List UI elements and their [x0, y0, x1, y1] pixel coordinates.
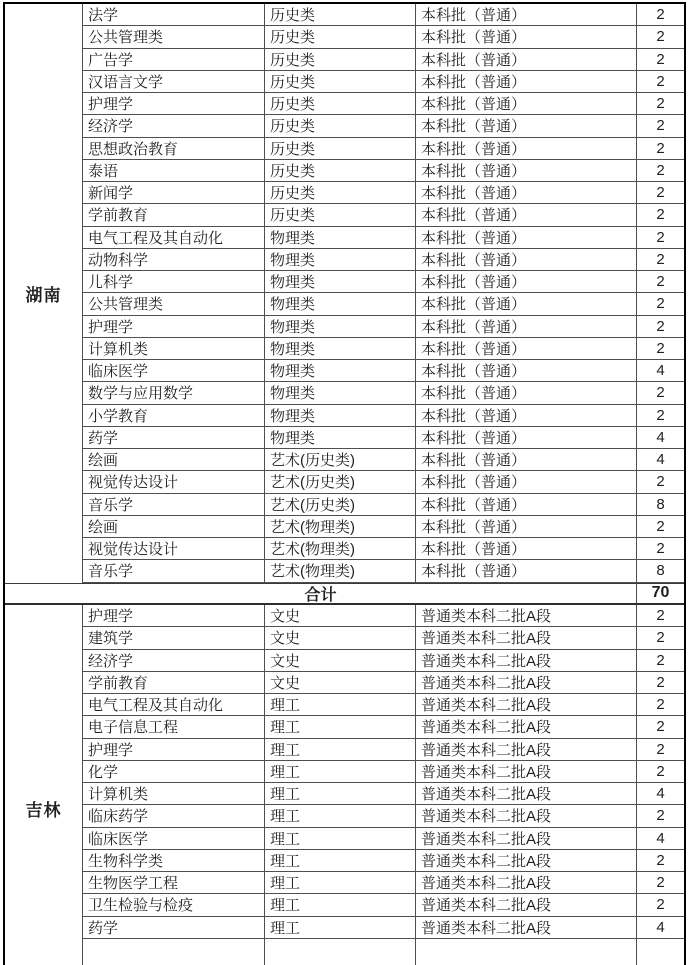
table-row: [83, 360, 684, 382]
batch-cell: 本科批（普通）: [415, 360, 636, 381]
province-section: [5, 605, 684, 965]
batch-cell: 普通类本科二批A段: [415, 650, 636, 671]
count-cell: 2: [636, 115, 684, 136]
category-cell: 文史: [264, 672, 415, 693]
major-cell: 思想政治教育: [88, 140, 179, 158]
table-row: [83, 49, 684, 71]
table-row: [83, 494, 684, 516]
category-cell: 历史类: [264, 204, 415, 225]
batch-cell: 普通类本科二批A段: [415, 672, 636, 693]
major-cell: 护理学: [88, 741, 134, 759]
category-cell: 理工: [264, 805, 415, 826]
batch-cell: 本科批（普通）: [415, 405, 636, 426]
table-row: [83, 427, 684, 449]
table-row: [83, 872, 684, 894]
category-cell: 艺术(历史类): [264, 471, 415, 492]
batch-cell: 普通类本科二批A段: [415, 805, 636, 826]
count-cell: 4: [636, 427, 684, 448]
count-cell: 2: [636, 516, 684, 537]
major-cell: 动物科学: [88, 251, 149, 269]
major-cell: 电气工程及其自动化: [88, 697, 224, 715]
category-cell: 物理类: [264, 271, 415, 292]
count-cell: 2: [636, 249, 684, 270]
count-cell: 2: [636, 316, 684, 337]
table-row: [83, 115, 684, 137]
major-cell: 临床医学: [88, 830, 149, 848]
category-cell: 理工: [264, 739, 415, 760]
major-cell: 视觉传达设计: [88, 474, 179, 492]
count-cell: 2: [636, 271, 684, 292]
major-cell: 儿科学: [88, 274, 134, 292]
major-cell: 绘画: [88, 452, 119, 470]
batch-cell: 本科批（普通）: [415, 71, 636, 92]
table-row: [83, 850, 684, 872]
batch-cell: 本科批（普通）: [415, 138, 636, 159]
count-cell: 2: [636, 650, 684, 671]
province-section: [5, 4, 684, 583]
batch-cell: 普通类本科二批A段: [415, 694, 636, 715]
table-row: [83, 227, 684, 249]
count-cell: 2: [636, 204, 684, 225]
batch-cell: 本科批（普通）: [415, 316, 636, 337]
category-cell: 历史类: [264, 4, 415, 25]
count-cell: 2: [636, 26, 684, 47]
major-cell: 视觉传达设计: [88, 541, 179, 559]
major-cell: 计算机类: [88, 786, 149, 804]
table-row: [83, 627, 684, 649]
batch-cell: 本科批（普通）: [415, 182, 636, 203]
count-cell: 2: [636, 894, 684, 915]
batch-cell: 本科批（普通）: [415, 249, 636, 270]
category-cell: 物理类: [264, 316, 415, 337]
count-cell: 4: [636, 917, 684, 938]
count-cell: 2: [636, 227, 684, 248]
province-label: 吉林: [25, 801, 62, 821]
count-cell: 2: [636, 672, 684, 693]
summary-row: [5, 583, 684, 606]
major-cell: 公共管理类: [88, 296, 164, 314]
major-cell: 建筑学: [88, 630, 134, 648]
category-cell: 理工: [264, 894, 415, 915]
category-cell: 历史类: [264, 160, 415, 181]
major-cell: 小学教育: [88, 407, 149, 425]
category-cell: 理工: [264, 828, 415, 849]
major-cell: 绘画: [88, 518, 119, 536]
category-cell: 理工: [264, 783, 415, 804]
count-cell: 2: [636, 716, 684, 737]
batch-cell: 普通类本科二批A段: [415, 739, 636, 760]
province-cell: [5, 605, 83, 965]
category-cell: 文史: [264, 650, 415, 671]
major-cell: 化学: [88, 763, 119, 781]
table-row: [83, 138, 684, 160]
table-row: [83, 271, 684, 293]
count-cell: 2: [636, 182, 684, 203]
batch-cell: 本科批（普通）: [415, 227, 636, 248]
table-row: [83, 894, 684, 916]
count-cell: 2: [636, 538, 684, 559]
category-cell: 历史类: [264, 71, 415, 92]
major-cell: 生物医学工程: [88, 875, 179, 893]
count-cell: 4: [636, 360, 684, 381]
category-cell: 历史类: [264, 49, 415, 70]
table-row: [83, 560, 684, 582]
count-cell: 2: [636, 405, 684, 426]
category-cell: 理工: [264, 917, 415, 938]
table-row: [83, 71, 684, 93]
major-cell: 临床医学: [88, 363, 149, 381]
major-cell: 计算机类: [88, 340, 149, 358]
table-row: [83, 316, 684, 338]
major-cell: 护理学: [88, 96, 134, 114]
batch-cell: 本科批（普通）: [415, 160, 636, 181]
count-cell: 8: [636, 560, 684, 581]
category-cell: 历史类: [264, 26, 415, 47]
major-cell: 药学: [88, 919, 119, 937]
category-cell: 理工: [264, 716, 415, 737]
table-row: [83, 650, 684, 672]
count-cell: 2: [636, 382, 684, 403]
count-cell: 2: [636, 293, 684, 314]
table-row: [83, 605, 684, 627]
batch-cell: 普通类本科二批A段: [415, 894, 636, 915]
table-row: [83, 405, 684, 427]
count-cell: 2: [636, 160, 684, 181]
major-cell: 临床药学: [88, 808, 149, 826]
count-cell: 2: [636, 805, 684, 826]
table-row: [83, 761, 684, 783]
category-cell: 物理类: [264, 405, 415, 426]
table-row: [83, 293, 684, 315]
count-cell: 2: [636, 761, 684, 782]
batch-cell: 本科批（普通）: [415, 93, 636, 114]
table-row: [83, 449, 684, 471]
count-cell: 2: [636, 4, 684, 25]
batch-cell: 本科批（普通）: [415, 49, 636, 70]
table-row: [83, 516, 684, 538]
category-cell: 历史类: [264, 115, 415, 136]
count-cell: 2: [636, 338, 684, 359]
batch-cell: 普通类本科二批A段: [415, 761, 636, 782]
major-cell: 音乐学: [88, 563, 134, 581]
batch-cell: 本科批（普通）: [415, 338, 636, 359]
major-cell: 数学与应用数学: [88, 385, 194, 403]
major-cell: 公共管理类: [88, 29, 164, 47]
major-cell: 经济学: [88, 652, 134, 670]
batch-cell: 普通类本科二批A段: [415, 716, 636, 737]
batch-cell: 本科批（普通）: [415, 471, 636, 492]
count-cell: 2: [636, 739, 684, 760]
province-cell: [5, 4, 83, 583]
batch-cell: 普通类本科二批A段: [415, 605, 636, 626]
count-cell: 2: [636, 694, 684, 715]
batch-cell: 本科批（普通）: [415, 115, 636, 136]
table-row: [83, 4, 684, 26]
count-cell: 2: [636, 471, 684, 492]
batch-cell: 普通类本科二批A段: [415, 850, 636, 871]
batch-cell: 普通类本科二批A段: [415, 627, 636, 648]
table-row: [83, 93, 684, 115]
count-cell: 2: [636, 605, 684, 626]
category-cell: 物理类: [264, 360, 415, 381]
count-cell: 2: [636, 872, 684, 893]
major-cell: 电气工程及其自动化: [88, 229, 224, 247]
count-cell: 4: [636, 783, 684, 804]
batch-cell: 普通类本科二批A段: [415, 917, 636, 938]
province-label: 湖南: [25, 285, 62, 305]
major-cell: 护理学: [88, 608, 134, 626]
major-cell: 广告学: [88, 51, 134, 69]
table-row: [83, 338, 684, 360]
table-row: [83, 249, 684, 271]
major-cell: 泰语: [88, 162, 119, 180]
count-cell: 8: [636, 494, 684, 515]
batch-cell: 本科批（普通）: [415, 427, 636, 448]
major-cell: 法学: [88, 7, 119, 25]
major-cell: 学前教育: [88, 674, 149, 692]
batch-cell: 普通类本科二批A段: [415, 783, 636, 804]
count-cell: 2: [636, 49, 684, 70]
category-cell: 物理类: [264, 249, 415, 270]
total-value: 70: [636, 584, 684, 604]
table-row: [83, 828, 684, 850]
major-cell: 生物科学类: [88, 852, 164, 870]
batch-cell: 本科批（普通）: [415, 293, 636, 314]
batch-cell: 本科批（普通）: [415, 560, 636, 581]
major-cell: 学前教育: [88, 207, 149, 225]
category-cell: 历史类: [264, 93, 415, 114]
major-cell: 护理学: [88, 318, 134, 336]
category-cell: 理工: [264, 694, 415, 715]
count-cell: 2: [636, 71, 684, 92]
category-cell: 理工: [264, 872, 415, 893]
batch-cell: 普通类本科二批A段: [415, 828, 636, 849]
major-cell: 卫生检验与检疫: [88, 897, 194, 915]
category-cell: 历史类: [264, 182, 415, 203]
category-cell: 艺术(物理类): [264, 516, 415, 537]
batch-cell: 本科批（普通）: [415, 4, 636, 25]
table-row: [83, 382, 684, 404]
count-cell: 2: [636, 138, 684, 159]
table-row: [83, 538, 684, 560]
count-cell: 2: [636, 627, 684, 648]
table-row: [83, 471, 684, 493]
table-row: [83, 917, 684, 939]
table-row: [83, 182, 684, 204]
batch-cell: 本科批（普通）: [415, 382, 636, 403]
table-row: [83, 805, 684, 827]
category-cell: 艺术(物理类): [264, 560, 415, 581]
batch-cell: 本科批（普通）: [415, 271, 636, 292]
batch-cell: 本科批（普通）: [415, 494, 636, 515]
section-rows: [83, 4, 684, 583]
major-cell: 药学: [88, 429, 119, 447]
category-cell: 物理类: [264, 227, 415, 248]
major-cell: 音乐学: [88, 496, 134, 514]
table-row: [83, 694, 684, 716]
table-row: [83, 160, 684, 182]
table-row: [83, 716, 684, 738]
category-cell: 文史: [264, 605, 415, 626]
category-cell: 理工: [264, 761, 415, 782]
count-cell: 4: [636, 828, 684, 849]
major-cell: 汉语言文学: [88, 73, 164, 91]
table-row: [83, 739, 684, 761]
category-cell: 理工: [264, 850, 415, 871]
batch-cell: 本科批（普通）: [415, 26, 636, 47]
major-cell: 新闻学: [88, 185, 134, 203]
category-cell: 艺术(历史类): [264, 494, 415, 515]
category-cell: 物理类: [264, 427, 415, 448]
batch-cell: 本科批（普通）: [415, 538, 636, 559]
category-cell: 艺术(物理类): [264, 538, 415, 559]
table-row: [83, 204, 684, 226]
table-row: [83, 672, 684, 694]
category-cell: 物理类: [264, 338, 415, 359]
major-cell: 电子信息工程: [88, 719, 179, 737]
batch-cell: 本科批（普通）: [415, 449, 636, 470]
batch-cell: 本科批（普通）: [415, 204, 636, 225]
count-cell: 4: [636, 449, 684, 470]
section-rows: [83, 605, 684, 965]
category-cell: 艺术(历史类): [264, 449, 415, 470]
table-row: [83, 783, 684, 805]
batch-cell: 本科批（普通）: [415, 516, 636, 537]
category-cell: 文史: [264, 627, 415, 648]
category-cell: 历史类: [264, 138, 415, 159]
count-cell: 2: [636, 93, 684, 114]
count-cell: 2: [636, 850, 684, 871]
admission-plan-table: [3, 2, 686, 965]
table-row: [83, 26, 684, 48]
category-cell: 物理类: [264, 382, 415, 403]
batch-cell: 普通类本科二批A段: [415, 872, 636, 893]
total-label: 合计: [304, 586, 337, 604]
major-cell: 经济学: [88, 118, 134, 136]
category-cell: 物理类: [264, 293, 415, 314]
